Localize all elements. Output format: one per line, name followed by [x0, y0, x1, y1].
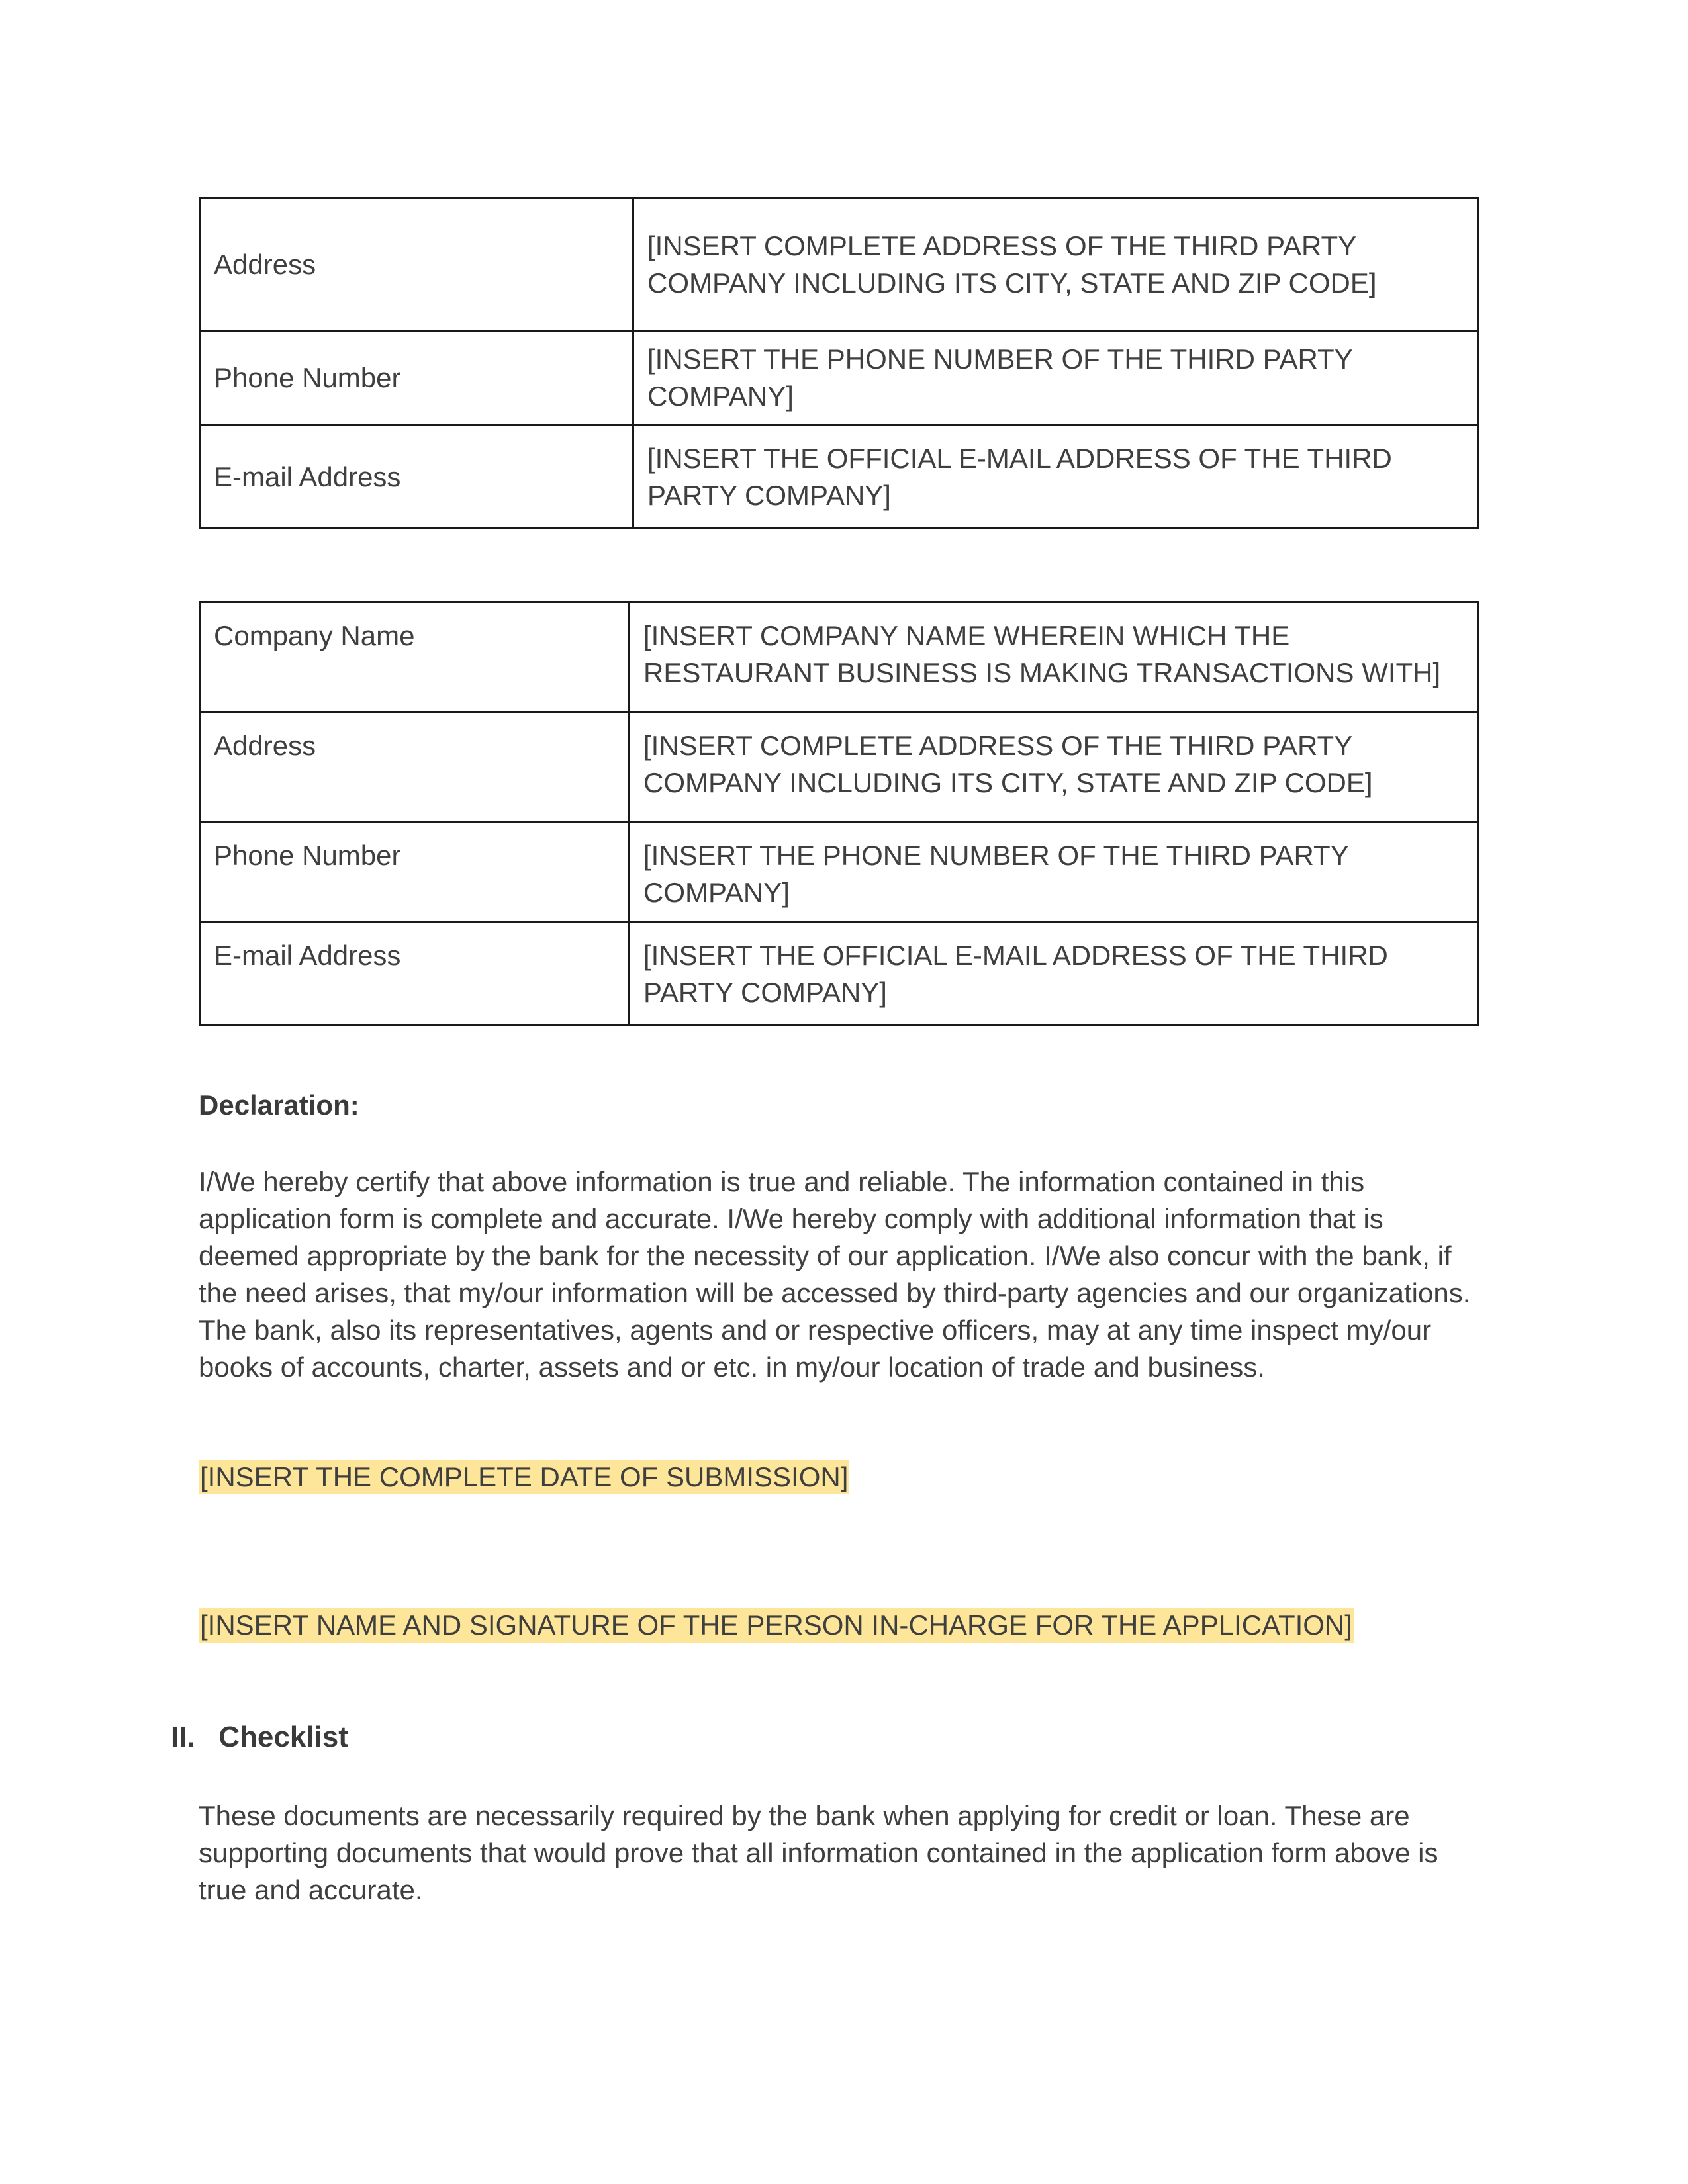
field-label-email: E-mail Address — [200, 426, 633, 529]
field-value-address: [INSERT COMPLETE ADDRESS OF THE THIRD PARTY COMPANY INCLUDING ITS CITY, STATE AND ZIP CODE] — [633, 199, 1479, 331]
checklist-body: These documents are necessarily required by the bank when applying for credit or loan. These are supporting documents that would prove that all information contained in the application form above is true and accurate. — [199, 1800, 1438, 1905]
field-label-email: E-mail Address — [200, 922, 630, 1025]
table-row — [200, 602, 1479, 712]
table-row — [200, 331, 1479, 426]
section-number: II. — [171, 1721, 195, 1753]
declaration-body: I/We hereby certify that above information is true and reliable. The information contained in this application form is complete and accurate. I/We hereby comply with additional information that is deemed appropriate by the bank for the necessity of our application. I/We also concur with the bank, if the need arises, that my/our information will be accessed by third-party agencies and our organizations. The bank, also its representatives, agents and or respective officers, may at any time inspect my/our books of accounts, charter, assets and or etc. in my/our location of trade and business. — [199, 1166, 1471, 1383]
table-row — [200, 712, 1479, 822]
field-value-email: [INSERT THE OFFICIAL E-MAIL ADDRESS OF THE THIRD PARTY COMPANY] — [633, 426, 1479, 529]
table-row — [200, 922, 1479, 1025]
field-value-phone: [INSERT THE PHONE NUMBER OF THE THIRD PARTY COMPANY] — [633, 331, 1479, 426]
field-label-company-name: Company Name — [200, 602, 630, 712]
field-value-company-name: [INSERT COMPANY NAME WHEREIN WHICH THE RESTAURANT BUSINESS IS MAKING TRANSACTIONS WITH] — [630, 602, 1479, 712]
declaration-heading: Declaration: — [199, 1089, 359, 1120]
field-value-email: [INSERT THE OFFICIAL E-MAIL ADDRESS OF THE THIRD PARTY COMPANY] — [630, 922, 1479, 1025]
field-value-address: [INSERT COMPLETE ADDRESS OF THE THIRD PARTY COMPANY INCLUDING ITS CITY, STATE AND ZIP CODE] — [630, 712, 1479, 822]
date-placeholder: [INSERT THE COMPLETE DATE OF SUBMISSION] — [199, 1460, 849, 1494]
section-heading-checklist — [171, 1721, 348, 1754]
field-label-address: Address — [200, 712, 630, 822]
table-row — [200, 822, 1479, 922]
third-party-info-table-2 — [199, 601, 1479, 1026]
field-label-address: Address — [200, 199, 633, 331]
field-label-phone: Phone Number — [200, 331, 633, 426]
table-row — [200, 199, 1479, 331]
third-party-info-table-1 — [199, 197, 1479, 529]
section-title: Checklist — [218, 1721, 348, 1753]
field-value-phone: [INSERT THE PHONE NUMBER OF THE THIRD PARTY COMPANY] — [630, 822, 1479, 922]
field-label-phone: Phone Number — [200, 822, 630, 922]
signature-placeholder: [INSERT NAME AND SIGNATURE OF THE PERSON IN-CHARGE FOR THE APPLICATION] — [199, 1608, 1354, 1643]
table-row — [200, 426, 1479, 529]
